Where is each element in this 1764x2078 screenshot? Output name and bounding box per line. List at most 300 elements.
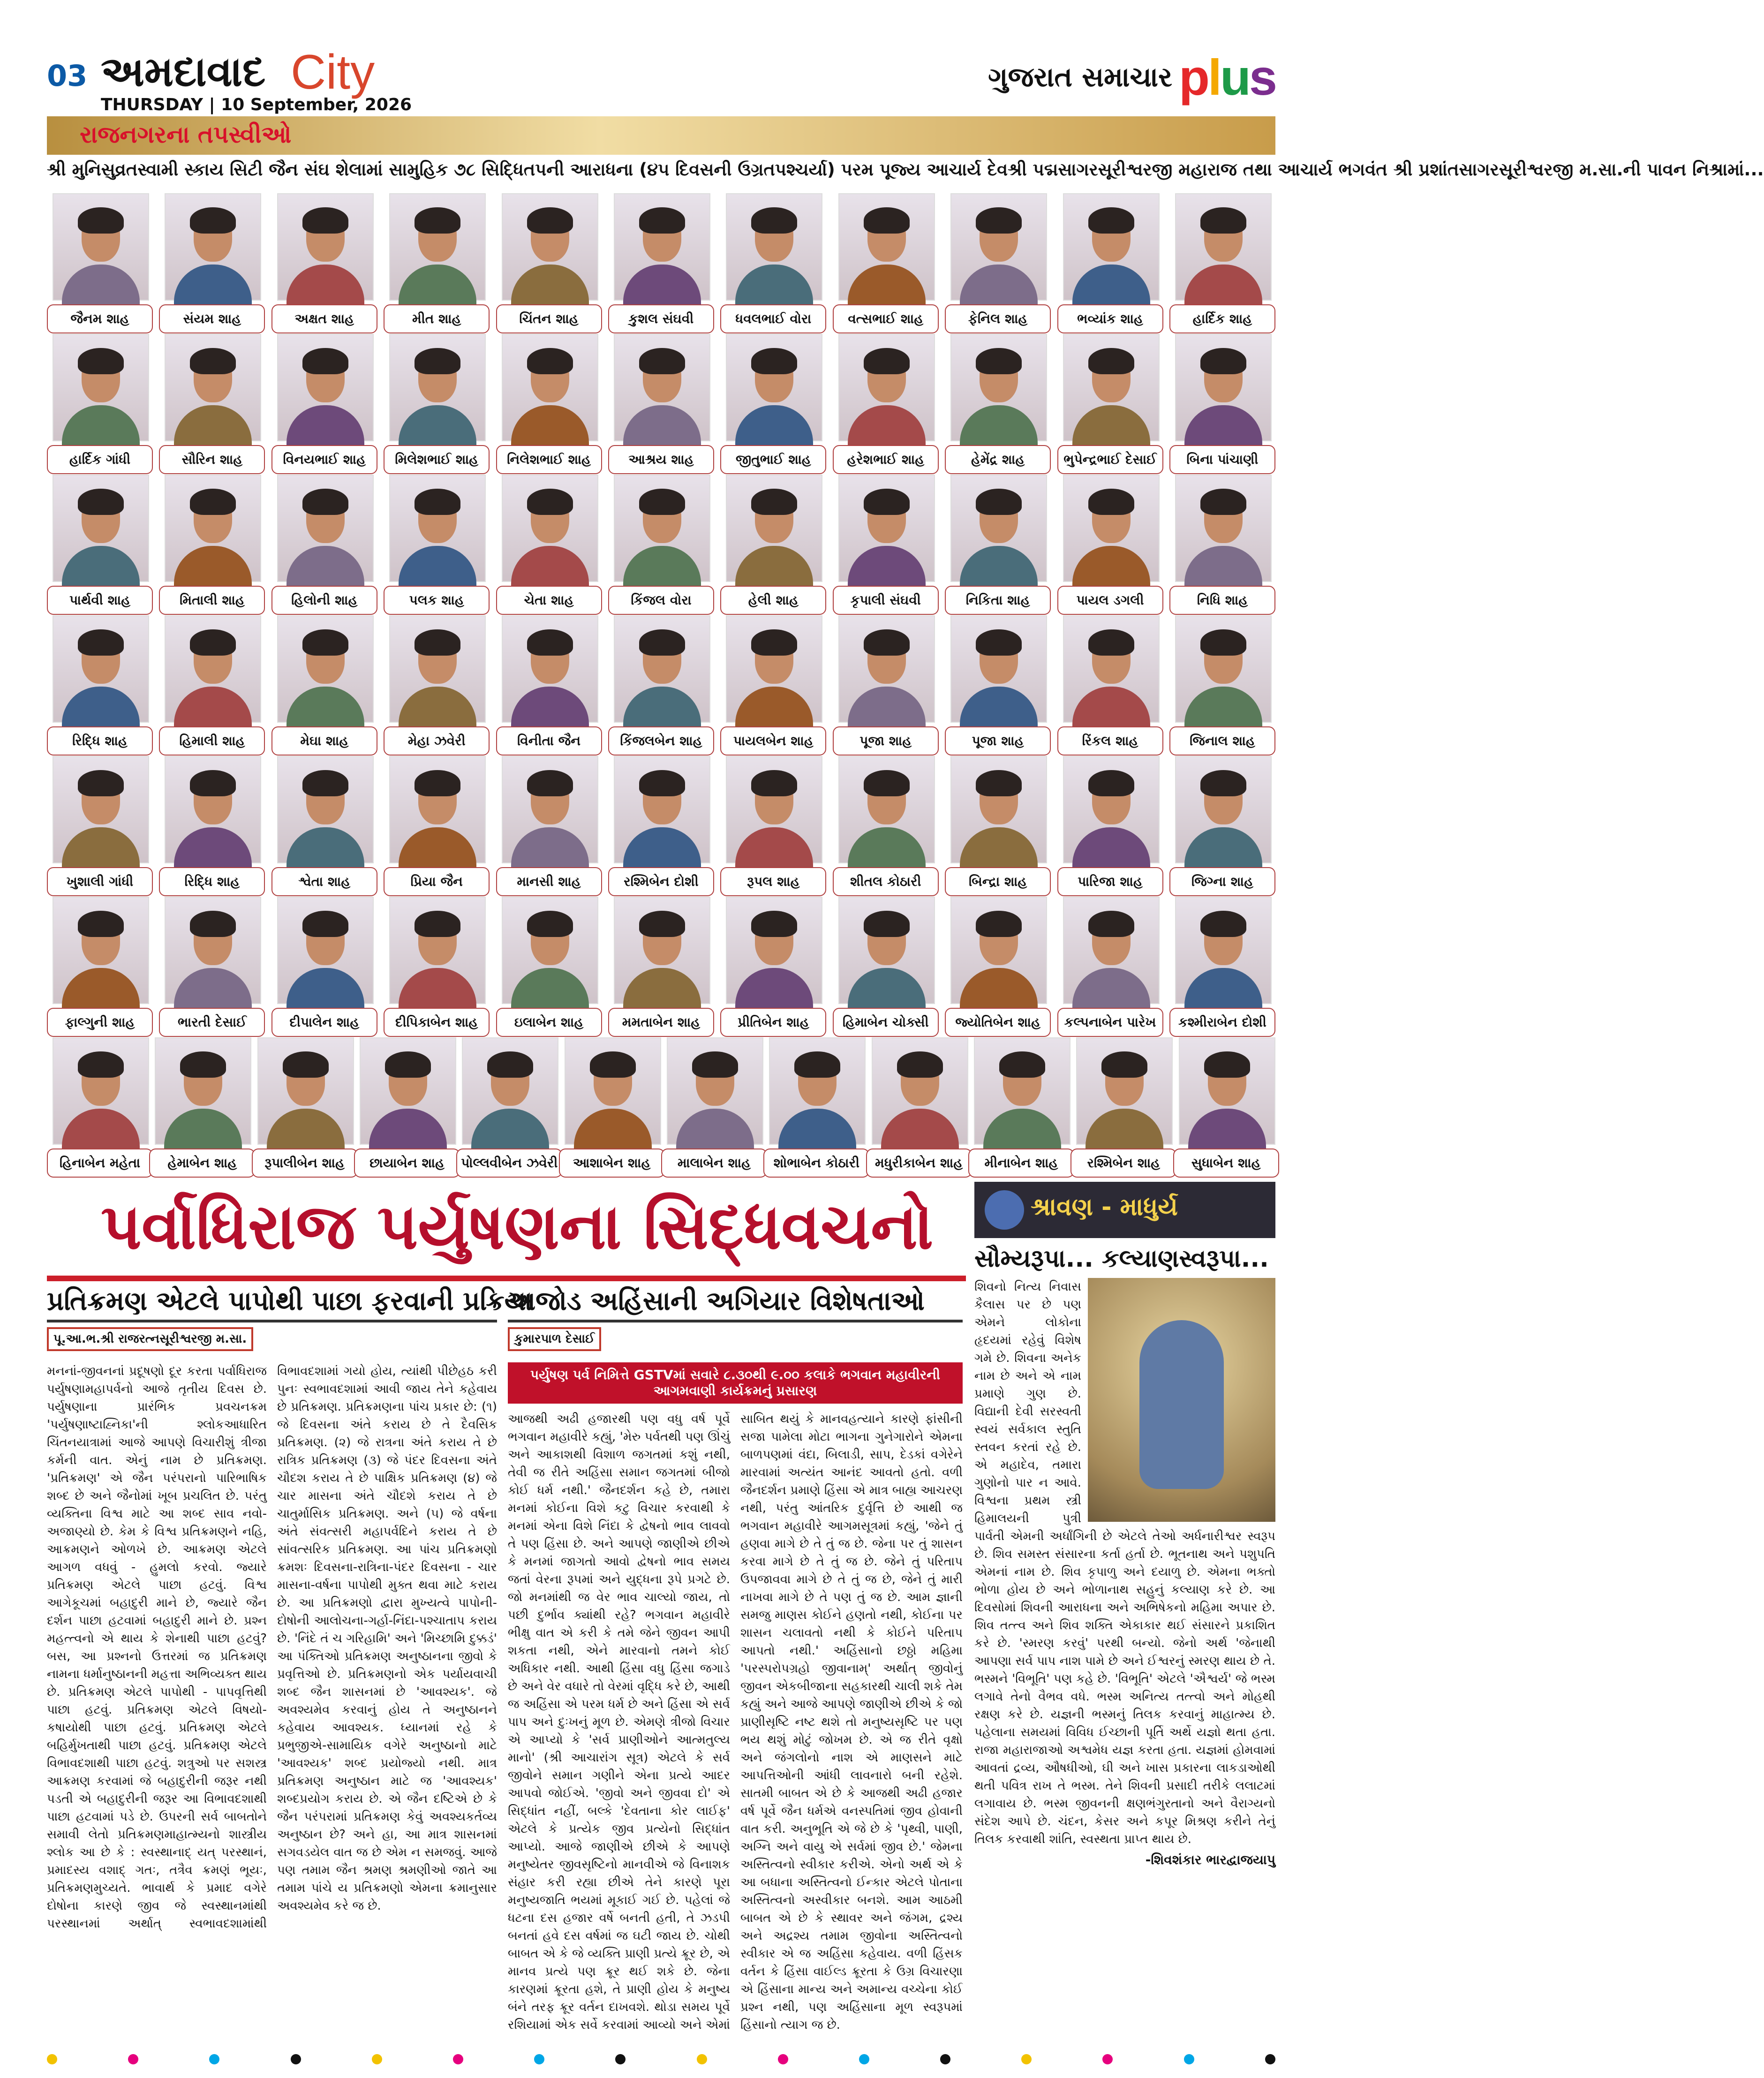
person-name: ફેનિલ શાહ xyxy=(945,304,1051,333)
person-torso xyxy=(735,968,813,1010)
person-hair xyxy=(1088,489,1134,515)
person-hair xyxy=(190,348,236,374)
person-hair xyxy=(302,629,348,656)
person-card xyxy=(384,897,490,1040)
person-photo xyxy=(1175,193,1272,301)
person-torso xyxy=(62,827,140,869)
person-card xyxy=(661,1037,763,1180)
person-name: રૂપાલીબેન શાહ xyxy=(252,1149,358,1178)
person-photo xyxy=(838,756,935,863)
person-name: મીત શાહ xyxy=(384,304,490,333)
person-photo xyxy=(502,475,598,582)
person-photo xyxy=(614,897,710,1004)
person-torso xyxy=(62,1109,140,1151)
person-hair xyxy=(415,770,460,796)
person-hair xyxy=(78,207,124,234)
person-torso xyxy=(1072,827,1150,869)
person-torso xyxy=(399,968,476,1010)
person-hair xyxy=(590,1051,636,1078)
registration-dot xyxy=(1021,2054,1032,2064)
person-name: હેમાબેન શાહ xyxy=(149,1149,255,1178)
person-torso xyxy=(286,827,364,869)
person-name: રૂપલ શાહ xyxy=(720,867,826,896)
person-card xyxy=(159,193,265,336)
person-hair xyxy=(864,770,910,796)
person-photo xyxy=(838,334,935,441)
person-hair xyxy=(751,207,797,234)
brand-logo xyxy=(988,49,1275,105)
person-hair xyxy=(527,348,573,374)
person-hair xyxy=(527,489,573,515)
person-card xyxy=(159,615,265,758)
person-torso xyxy=(623,405,701,447)
person-photo xyxy=(1175,475,1272,582)
person-photo xyxy=(502,615,598,723)
person-hair xyxy=(751,911,797,937)
person-name: હિમાલી શાહ xyxy=(159,726,265,756)
person-name: પાયલ ડગલી xyxy=(1057,586,1163,615)
person-hair xyxy=(1101,1051,1147,1078)
person-card xyxy=(945,193,1051,336)
person-card xyxy=(720,475,826,618)
person-photo xyxy=(53,756,149,863)
person-name: કિંજલ વોરા xyxy=(608,586,714,615)
person-name: નિલેશભાઈ શાહ xyxy=(496,445,602,474)
person-torso xyxy=(848,687,926,729)
person-card xyxy=(47,756,153,899)
person-hair xyxy=(999,1051,1045,1078)
person-name: પાયલબેન શાહ xyxy=(720,726,826,756)
person-name: મેહા ઝવેરી xyxy=(384,726,490,756)
person-torso xyxy=(735,264,813,307)
person-name: ભવ્યાંક શાહ xyxy=(1057,304,1163,333)
person-torso xyxy=(848,968,926,1010)
person-card xyxy=(47,193,153,336)
person-name: હરેશભાઈ શાહ xyxy=(833,445,939,474)
person-photo xyxy=(614,615,710,723)
person-torso xyxy=(735,827,813,869)
person-torso xyxy=(174,687,252,729)
person-torso xyxy=(286,687,364,729)
person-photo xyxy=(769,1037,866,1145)
person-name: જ્યોતિબેન શાહ xyxy=(945,1008,1051,1037)
person-name: આશાબેન શાહ xyxy=(559,1149,665,1178)
brand-name: ગુજરાત સમાચાર xyxy=(988,60,1172,93)
person-torso xyxy=(848,546,926,588)
photo-row xyxy=(47,756,1275,899)
person-hair xyxy=(897,1051,943,1078)
person-hair xyxy=(976,911,1022,937)
person-card xyxy=(384,193,490,336)
person-torso xyxy=(62,968,140,1010)
person-torso xyxy=(574,1109,652,1151)
person-hair xyxy=(976,489,1022,515)
person-torso xyxy=(511,264,589,307)
photo-row xyxy=(47,1037,1275,1180)
person-torso xyxy=(983,1109,1061,1151)
person-name: રશ્મિબેન શાહ xyxy=(1070,1149,1176,1178)
person-torso xyxy=(511,546,589,588)
person-photo xyxy=(1175,334,1272,441)
section-bar xyxy=(47,116,1275,155)
person-card xyxy=(833,334,939,477)
dateline: THURSDAY | 10 September, 2026 xyxy=(101,95,412,114)
person-card xyxy=(1169,193,1275,336)
person-name: અક્ષત શાહ xyxy=(271,304,377,333)
person-photo xyxy=(726,756,822,863)
person-hair xyxy=(487,1051,533,1078)
person-torso xyxy=(471,1109,549,1151)
person-hair xyxy=(527,629,573,656)
person-card xyxy=(159,897,265,1040)
gstv-notice: પર્યુષણ પર્વ નિમિત્તે GSTVમાં સવારે ૮.૩૦થી ૯.૦૦ કલાકે ભગવાન મહાવીરની આગમવાણી કાર્યક્રમનું પ્રસારણ xyxy=(508,1362,963,1404)
person-name: હિમાબેન ચોક્સી xyxy=(833,1008,939,1037)
person-torso xyxy=(511,687,589,729)
person-torso xyxy=(174,405,252,447)
person-name: શ્વેતા શાહ xyxy=(271,867,377,896)
person-card xyxy=(149,1037,251,1180)
person-name: છાયાબેન શાહ xyxy=(354,1149,460,1178)
person-card xyxy=(384,615,490,758)
person-card xyxy=(945,615,1051,758)
person-torso xyxy=(735,687,813,729)
person-photo xyxy=(155,1037,251,1145)
person-torso xyxy=(399,264,476,307)
person-torso xyxy=(1184,264,1262,307)
person-torso xyxy=(676,1109,754,1151)
person-name: હિનાબેન મહેતા xyxy=(47,1149,153,1178)
person-name: પોલ્લવીબેન ઝવેરી xyxy=(456,1149,562,1178)
person-card xyxy=(384,475,490,618)
person-name: વિનયભાઈ શાહ xyxy=(271,445,377,474)
person-hair xyxy=(794,1051,840,1078)
person-hair xyxy=(415,348,460,374)
person-card xyxy=(608,756,714,899)
person-hair xyxy=(639,348,685,374)
registration-dot xyxy=(372,2054,382,2064)
person-hair xyxy=(1200,911,1246,937)
person-torso xyxy=(62,264,140,307)
person-hair xyxy=(190,207,236,234)
person-photo xyxy=(165,615,261,723)
person-torso xyxy=(286,968,364,1010)
person-photo xyxy=(838,615,935,723)
person-hair xyxy=(751,348,797,374)
person-hair xyxy=(78,348,124,374)
person-name: કશ્મીરાબેન દોશી xyxy=(1169,1008,1275,1037)
person-hair xyxy=(864,629,910,656)
person-photo xyxy=(838,193,935,301)
person-photo xyxy=(257,1037,354,1145)
person-torso xyxy=(511,968,589,1010)
person-torso xyxy=(881,1109,959,1151)
person-card xyxy=(271,193,377,336)
masthead xyxy=(47,45,1275,114)
person-name: કુશલ સંઘવી xyxy=(608,304,714,333)
person-card xyxy=(945,475,1051,618)
photo-row xyxy=(47,193,1275,336)
person-torso xyxy=(623,264,701,307)
person-name: ભારતી દેસાઈ xyxy=(159,1008,265,1037)
sidebar-header xyxy=(974,1182,1275,1238)
person-name: રિદ્ધિ શાહ xyxy=(47,726,153,756)
person-torso xyxy=(399,827,476,869)
person-card xyxy=(1169,756,1275,899)
person-name: ખુશાલી ગાંધી xyxy=(47,867,153,896)
person-photo xyxy=(389,334,486,441)
person-hair xyxy=(1088,770,1134,796)
article-mid-title: અજોડ અહિંસાની અગિયાર વિશેષતાઓ xyxy=(508,1286,963,1322)
photo-row xyxy=(47,615,1275,758)
person-photo xyxy=(726,193,822,301)
person-torso xyxy=(1086,1109,1163,1151)
person-photo xyxy=(53,897,149,1004)
person-photo xyxy=(53,334,149,441)
person-torso xyxy=(1072,264,1150,307)
person-photo xyxy=(1063,475,1160,582)
person-torso xyxy=(511,827,589,869)
person-photo xyxy=(614,193,710,301)
person-card xyxy=(945,756,1051,899)
person-hair xyxy=(1088,348,1134,374)
person-hair xyxy=(78,911,124,937)
person-card xyxy=(720,756,826,899)
person-card xyxy=(1057,756,1163,899)
person-card xyxy=(833,756,939,899)
registration-dot xyxy=(697,2054,707,2064)
person-card xyxy=(608,615,714,758)
person-name: હેલી શાહ xyxy=(720,586,826,615)
article-left-body: મનનાં-જીવનનાં પ્રદૂષણો દૂર કરતા પર્વાધિરાજ પર્યુષણામહાપર્વનો આજે તૃતીય દિવસ છે. પર્યુષણાના પ્રારંભિક પ્રવચનક્રમ 'પર્યુષણાષ્ટાહ્નિકા'ની શ્લોકઆધારિત ચિંતનયાત્રામાં આજે આપણે વિચારીશું ત્રીજા કર્મની વાત. એનું નામ છે પ્રતિક્રમણ. 'પ્રતિક્રમણ' એ જૈન પરંપરાનો પારિભાષિક શબ્દ છે અને જૈનોમાં ખૂબ પ્રચલિત છે. પરંતુ વ્યક્તિના વિશ્વ માટે આ શબ્દ સાવ નવો-અજાણ્યો છે. કેમ કે વિશ્વ પ્રતિક્રમણને નહિ, આક્રમણને ઓળખે છે. આક્રમણ એટલે આગળ વધવું - હુમલો કરવો. જ્યારે પ્રતિક્રમણ એટલે પાછા હટવું. વિશ્વ આગેકૂચમાં બહાદુરી માને છે, જ્યારે જૈન દર્શન પાછા હટવામાં બહાદુરી માને છે. પ્રશ્ન મહત્ત્વનો એ થાય કે શેનાથી પાછા હટવું? બસ, આ પ્રશ્નનો ઉત્તરમાં જ પ્રતિક્રમણ નામના ધર્માનુષ્ઠાનની મહત્તા અભિવ્યક્ત થાય છે. પ્રતિક્રમણ એટલે પાપોથી - પાપવૃત્તિથી પાછા હટવું. પ્રતિક્રમણ એટલે વિષયો-કષાયોથી પાછા હટવું. પ્રતિક્રમણ એટલે બહિર્મુખતાથી પાછા હટવું. પ્રતિક્રમણ એટલે વિભાવદશાથી પાછા હટવું. શત્રુઓ પર સશસ્ત્ર આક્રમણ કરવામાં જે બહાદુરીની જરૂર નથી પડતી એ બહાદુરીની જરૂર આ વિભાવદશાથી પાછા હટવામાં પડે છે. ઉપરની સર્વ બાબતોને સમાવી લેતો પ્રતિક્રમણમાહાત્મ્યનો શાસ્ત્રીય શ્લોક આ છે કે : સ્વસ્થાનાદ્ યત્ પરસ્થાનં, પ્રમાદસ્ય વશાદ્ ગતઃ, તત્રૈવ ક્રમણં ભૂયઃ, પ્રતિક્રમણમુચ્યતે. ભાવાર્થ કે પ્રમાદ વગેરે દોષોના કારણે જીવ જે સ્વસ્થાનમાંથી પરસ્થાનમાં અર્થાત્ સ્વભાવદશામાંથી વિભાવદશામાં ગયો હોય, ત્યાંથી પીછેહઠ કરી પુનઃ સ્વભાવદશામાં આવી જાય તેને કહેવાય છે પ્રતિક્રમણ. પ્રતિક્રમણના પાંચ પ્રકાર છે: (૧) જે દિવસના અંતે કરાય છે તે દૈવસિક પ્રતિક્રમણ. (૨) જે રાત્રના અંતે કરાય તે છે રાત્રિક પ્રતિક્રમણ (૩) જે પંદર દિવસના અંતે ચૌદશ કરાય તે છે પાક્ષિક પ્રતિક્રમણ (૪) જે ચાર માસના અંતે ચૌદશે કરાય તે છે ચાતુર્માસિક પ્રતિક્રમણ. અને (૫) જે વર્ષના અંતે સંવત્સરી મહાપર્વદિને કરાય તે છે સાંવત્સરિક પ્રતિક્રમણ. આ પાંચ પ્રતિક્રમણો ક્રમશઃ દિવસના-રાત્રિના-પંદર દિવસના - ચાર માસના-વર્ષના પાપોથી મુક્ત થવા માટે કરાય છે. આ પ્રતિક્રમણો દ્વારા મુખ્યત્વે પાપોની-દોષોની આલોચના-ગર્હા-નિંદા-પશ્ચાતાપ કરાય છે. 'નિંદે તં ચ ગરિહામિ' અને 'મિચ્છામિ દુક્કડં' આ પંક્તિઓ પ્રતિક્રમણ અનુષ્ઠાનના જીવો કે પ્રવૃત્તિઓ છે. પ્રતિક્રમણનો એક પર્યાયવાચી શબ્દ જૈન શાસનમાં છે 'આવશ્યક'. જે અવશ્યમેવ કરવાનું હોય તે અનુષ્ઠાનને કહેવાય આવશ્યક. ધ્યાનમાં રહે કે પ્રભુજીએ-સામાયિક વગેરે અનુષ્ઠાનો માટે 'આવશ્યક' શબ્દ પ્રયોજ્યો નથી. માત્ર પ્રતિક્રમણ અનુષ્ઠાન માટે જ 'આવશ્યક' શબ્દપ્રયોગ કરાય છે. એ જૈન દષ્ટિએ છે કે જૈન પરંપરામાં પ્રતિક્રમણ કેવું અવશ્યકર્તવ્ય અનુષ્ઠાન છે? અને હા, આ માત્ર શાસનમાં સગવડયેલ વાત જ છે એમ ન સમજવું. આજે પણ તમામ જૈન શ્રમણ શ્રમણીઓ જાતે આ તમામ પાંચે ય પ્રતિક્રમણો એમના ક્રમાનુસાર અવશ્યમેવ કરે જ છે. xyxy=(47,1364,497,1931)
person-card xyxy=(47,897,153,1040)
person-hair xyxy=(976,348,1022,374)
person-name: ચિંતન શાહ xyxy=(496,304,602,333)
sidebar-body: શિવનો નિત્ય નિવાસ કૈલાસ પર છે પણ એમને લોકોના હૃદયમાં રહેવું વિશેષ ગમે છે. શિવના અનેક નામ છે અને એ નામ પ્રમાણે ગુણ છે. વિદ્યાની દેવી સરસ્વતી સ્વયં સર્વકાલ સ્તુતિ સ્તવન કરતાં રહે છે. એ મહાદેવ, તમારા ગુણોનો પાર ન આવે. વિશ્વના પ્રથમ સ્ત્રી હિમાલયની પુત્રી પાર્વતી એમની અર્ધાંગિની છે એટલે તેઓ અર્ધનારીશ્વર સ્વરૂપ છે. શિવ સમસ્ત સંસારના કર્તા હર્તા છે. ભૂતનાથ અને પશુપતિ એમનાં નામ છે. શિવ કૃપાળુ અને દયાળુ છે. એમના ભક્તો ભોળા હોય છે અને ભોળાનાથ સહુનું કલ્યાણ કરે છે. આ દિવસોમાં શિવની આરાધના અને અભિષેકનો મહિમા અપાર છે. શિવ તત્ત્વ અને શિવ શક્તિ એકાકાર થઈ સંસારને પ્રકાશિત કરે છે. 'સ્મરણ કરવું' પરથી બન્યો. જેનો અર્થ 'જેનાથી આપણા સર્વ પાપ નાશ પામે છે અને ઈશ્વરનું સ્મરણ થાય છે તે. ભસ્મને 'વિભૂતિ' પણ કહે છે. 'વિભૂતિ' એટલે 'ઐશ્વર્ય' જે ભસ્મ લગાવે તેનો વૈભવ વધે. ભસ્મ અનિત્ય તત્ત્વો અને મોહથી રક્ષણ કરે છે. યજ્ઞની ભસ્મનું તિલક કરવાનું માહાત્મ્ય છે. પહેલાના સમયમાં વિવિધ ઈચ્છાની પૂર્તિ અર્થે યજ્ઞો થતા હતા. રાજા મહારાજાઓ અશ્વમેધ યજ્ઞ કરતા હતા. યજ્ઞમાં હોમવામાં આવતાં દ્રવ્ય, ઔષધીઓ, ઘી અને ખાસ પ્રકારના લાકડાઓથી થતી પવિત્ર રાખ તે ભસ્મ. તેને શિવની પ્રસાદી તરીકે લલાટમાં લગાવાય છે. ભસ્મ જીવનની ક્ષણભંગુરતાનો અને વૈરાગ્યનો સંદેશ આપે છે. ચંદન, કેસર અને કપૂર મિશ્રણ કરીને તેનું તિલક કરવાથી શાંતિ, સ્વસ્થતા પ્રાપ્ત થાય છે. xyxy=(974,1280,1275,1846)
person-torso xyxy=(62,546,140,588)
person-card xyxy=(456,1037,558,1180)
person-photo xyxy=(165,897,261,1004)
person-torso xyxy=(164,1109,242,1151)
section-caption: શ્રી મુનિસુવ્રતસ્વામી સ્કાય સિટી જૈન સંઘ શેલામાં સામુહિક ૭૮ સિદ્ધિતપની આરાધના (૪૫ દિવસની ઉગ્રતપશ્ચર્યા) પરમ પૂજ્ય આચાર્ય દેવશ્રી પદ્મસાગરસૂરીશ્વરજી મહારાજ તથા આચાર્ય ભગવંત શ્રી પ્રશાંતસાગરસૂરીશ્વરજી મ.સા.ની પાવન નિશ્રામાં... xyxy=(47,159,1764,180)
person-name: હાર્દિક શાહ xyxy=(1169,304,1275,333)
person-name: હિલોની શાહ xyxy=(271,586,377,615)
person-hair xyxy=(190,629,236,656)
person-hair xyxy=(415,207,460,234)
person-card xyxy=(1057,615,1163,758)
person-card xyxy=(271,756,377,899)
person-card xyxy=(47,1037,149,1180)
article-left-byline: પૂ.આ.ભ.શ્રી રાજરત્નસૂરીશ્વરજી મ.સા. xyxy=(47,1327,253,1351)
person-name: પલક શાહ xyxy=(384,586,490,615)
person-card xyxy=(833,475,939,618)
person-torso xyxy=(1184,827,1262,869)
person-photo xyxy=(502,193,598,301)
person-name: શીતલ કોઠારી xyxy=(833,867,939,896)
person-card xyxy=(945,334,1051,477)
brand-plus-letter: p xyxy=(1178,48,1208,106)
page-number: 03 xyxy=(47,59,88,93)
person-name: જિનાલ શાહ xyxy=(1169,726,1275,756)
person-name: રિંકલ શાહ xyxy=(1057,726,1163,756)
sidebar-title: સૌમ્યરૂપા... કલ્યાણસ્વરૂપા... xyxy=(974,1245,1269,1273)
person-card xyxy=(608,193,714,336)
section-label: રાજનગરના તપસ્વીઓ xyxy=(80,121,292,148)
person-photo xyxy=(838,475,935,582)
registration-dot xyxy=(1265,2054,1275,2064)
person-photo xyxy=(1063,756,1160,863)
person-photo xyxy=(565,1037,661,1145)
person-name: મીનાબેન શાહ xyxy=(968,1149,1074,1178)
person-torso xyxy=(848,827,926,869)
person-card xyxy=(1169,334,1275,477)
person-hair xyxy=(639,489,685,515)
article-mid-byline: કુમારપાળ દેસાઈ xyxy=(508,1327,601,1351)
person-name: મધુરીકાબેન શાહ xyxy=(866,1149,972,1178)
person-photo xyxy=(950,615,1047,723)
person-card xyxy=(496,897,602,1040)
person-hair xyxy=(1200,489,1246,515)
person-hair xyxy=(527,911,573,937)
person-name: હેમેંદ્ર શાહ xyxy=(945,445,1051,474)
person-name: શોભાબેન કોઠારી xyxy=(763,1149,869,1178)
person-photo xyxy=(614,334,710,441)
registration-dot xyxy=(453,2054,463,2064)
person-photo xyxy=(1063,193,1160,301)
person-photo xyxy=(726,615,822,723)
person-torso xyxy=(1072,405,1150,447)
person-name: બિના પાંચાણી xyxy=(1169,445,1275,474)
person-torso xyxy=(960,687,1038,729)
person-torso xyxy=(1072,687,1150,729)
person-torso xyxy=(623,687,701,729)
person-photo xyxy=(165,193,261,301)
person-card xyxy=(47,615,153,758)
person-hair xyxy=(639,629,685,656)
headline: પર્વાધિરાજ પર્યુષણના સિદ્ધવચનો xyxy=(101,1190,934,1263)
person-card xyxy=(763,1037,866,1180)
person-torso xyxy=(1072,968,1150,1010)
person-hair xyxy=(190,770,236,796)
person-card xyxy=(608,334,714,477)
person-torso xyxy=(1184,968,1262,1010)
person-hair xyxy=(1088,207,1134,234)
city-word: City xyxy=(291,45,375,99)
person-card xyxy=(608,475,714,618)
person-name: ઇલાબેન શાહ xyxy=(496,1008,602,1037)
person-hair xyxy=(976,770,1022,796)
person-torso xyxy=(623,968,701,1010)
registration-dot xyxy=(940,2054,950,2064)
person-name: ધવલભાઈ વોરા xyxy=(720,304,826,333)
person-hair xyxy=(78,489,124,515)
person-torso xyxy=(778,1109,856,1151)
person-hair xyxy=(864,911,910,937)
person-name: રશ્મિબેન દોશી xyxy=(608,867,714,896)
person-torso xyxy=(1184,405,1262,447)
photo-row xyxy=(47,334,1275,477)
person-card xyxy=(945,897,1051,1040)
person-card xyxy=(968,1037,1070,1180)
registration-dot xyxy=(1184,2054,1194,2064)
photo-row xyxy=(47,897,1275,1040)
person-photo xyxy=(277,756,374,863)
person-card xyxy=(833,897,939,1040)
person-torso xyxy=(960,968,1038,1010)
person-photo xyxy=(1063,615,1160,723)
person-photo xyxy=(614,756,710,863)
person-torso xyxy=(369,1109,447,1151)
person-torso xyxy=(511,405,589,447)
person-photo xyxy=(1175,756,1272,863)
person-card xyxy=(384,334,490,477)
person-photo xyxy=(389,475,486,582)
person-name: વિનીતા જૈન xyxy=(496,726,602,756)
person-photo xyxy=(389,756,486,863)
person-name: મેઘા શાહ xyxy=(271,726,377,756)
person-torso xyxy=(960,827,1038,869)
person-hair xyxy=(1200,207,1246,234)
person-card xyxy=(271,334,377,477)
person-card xyxy=(720,193,826,336)
person-hair xyxy=(1204,1051,1250,1078)
person-photo xyxy=(165,334,261,441)
person-card xyxy=(271,897,377,1040)
person-torso xyxy=(960,264,1038,307)
person-name: દીપાલેન શાહ xyxy=(271,1008,377,1037)
person-name: માલાબેન શાહ xyxy=(661,1149,767,1178)
person-hair xyxy=(639,911,685,937)
person-name: પ્રિયા જૈન xyxy=(384,867,490,896)
person-hair xyxy=(1200,770,1246,796)
person-photo xyxy=(360,1037,456,1145)
photo-row xyxy=(47,475,1275,618)
person-hair xyxy=(1088,629,1134,656)
person-hair xyxy=(415,629,460,656)
person-photo xyxy=(950,756,1047,863)
person-photo xyxy=(277,193,374,301)
person-photo xyxy=(53,1037,149,1145)
person-torso xyxy=(848,264,926,307)
person-name: આશ્રય શાહ xyxy=(608,445,714,474)
person-torso xyxy=(174,827,252,869)
article-mid-body: આજથી અઢી હજારથી પણ વધુ વર્ષ પૂર્વે ભગવાન મહાવીરે કહ્યું, 'મેરુ પર્વતથી પણ ઊંચું અને આકાશથી વિશાળ જગતમાં કશું નથી, તેવી જ રીતે અહિંસા સમાન જગતમાં બીજો કોઈ ધર્મ નથી.' જૈનદર્શન કહે છે, તમારા મનમાં કોઈના વિશે કટુ વિચાર કરવાથી કે મનમાં એના વિશે નિંદા કે દ્વેષનો ભાવ લાવવો તે પણ હિંસા છે. અને આપણે જાણીએ છીએ કે મનમાં જાગતો આવો દ્વેષનો ભાવ સમય જતાં વેરના રૂપમાં અને યુદ્ધના રૂપે પ્રગટે છે. જો મનમાંથી જ વેર ભાવ ચાલ્યો જાય, તો પછી દુર્ભાવ ક્યાંથી રહે? ભગવાન મહાવીરે ભીક્ષુ વાત એ કરી કે તમે જેને જીવન આપી શકતા નથી, એને મારવાનો તમને કોઈ અધિકાર નથી. આથી હિંસા વધુ હિંસા જગાડે છે અને વેર વધારે તો વેરમાં વૃદ્ધિ કરે છે, આથી જ અહિંસા એ પરમ ધર્મ છે અને હિંસા એ સર્વ પાપ અને દુઃખનું મૂળ છે. એમણે ત્રીજો વિચાર એ આપ્યો કે 'સર્વ પ્રાણીઓને આત્મતુલ્ય માનો' (શ્રી આચારાંગ સૂત્ર) એટલે કે સર્વ જીવોને સમાન ગણીને એના પ્રત્યે આદર આપવો જોઈએ. 'જીવો અને જીવવા દો' એ સિદ્ધાંત નહીં, બલ્કે 'દેવતાના કોર લાઈફ' એટલે કે પ્રત્યેક જીવ પ્રત્યેનો સિદ્ધાંત આપ્યો. આજે જાણીએ છીએ કે આપણે મનુષ્યેતર જીવસૃષ્ટિનો માનવીએ જે વિનાશક સંહાર કરી રહ્યા છીએ તેને કારણે પૂરા મનુષ્યજાતિ ભયમાં મૂકાઈ ગઈ છે. પહેલાં જે ધટના દસ હજાર વર્ષે બનતી હતી, તે ઝડપી બનતાં હવે દસ વર્ષમાં જ ઘટી જાય છે. ચોથી બાબત એ કે જે વ્યક્તિ પ્રાણી પ્રત્યે ક્રૂર છે, એ માનવ પ્રત્યે પણ ક્રૂર થઈ શકે છે. જેના કારણમાં ક્રૂરતા હશે, તે પ્રાણી હોય કે મનુષ્ય બંને તરફ ક્રૂર વર્તન દાખવશે. થોડા સમય પૂર્વે રશિયામાં એક સર્વે કરવામાં આવ્યો અને એમાં સાબિત થયું કે માનવહત્યાને કારણે ફાંસીની સજા પામેલા મોટા ભાગના ગુનેગારોને એમના બાળપણમાં વંદા, બિલાડી, સાપ, દેડકાં વગેરેને મારવામાં અત્યંત આનંદ આવતો હતો. વળી જૈનદર્શન પ્રમાણે હિંસા એ માત્ર બાહ્ય આચરણ નથી, પરંતુ આંતરિક દુર્વૃત્તિ છે આથી જ ભગવાન મહાવીરે આગમસૂત્રમાં કહ્યું, 'જેને તું હણવા માગે છે તે તું જ છે. જેના પર તું શાસન કરવા માગે છે તે તું જ છે. જેને તું પરિતાપ ઉપજાવવા માગે છે તે તું જ છે, જેને તું મારી નાખવા માગે છે તે પણ તું જ છે. આમ જ્ઞાની સમજુ માણસ કોઈને હણતો નથી, કોઈના પર શાસન ચલાવતો નથી કે કોઈને પરિતાપ આપતો નથી.' અહિંસાનો છઠ્ઠો મહિમા 'પરસ્પરોપગ્રહો જીવાનામ્' અર્થાત્ જીવોનું જીવન એકબીજાના સહકારથી ચાલી શકે તેમ કહ્યું અને આજે આપણે જાણીએ છીએ કે જો પ્રાણીસૃષ્ટિ નષ્ટ થશે તો મનુષ્યસૃષ્ટિ પર પણ ભય થશું મોટું જોખમ છે. એ જ રીતે વૃક્ષો અને જંગલોનો નાશ એ માણસને માટે આપત્તિઓની આંધી લાવનારો બની રહેશે. સાતમી બાબત એ છે કે આજથી અઢી હજાર વર્ષ પૂર્વે જૈન ધર્મએ વનસ્પતિમાં જીવ હોવાની વાત કરી. અનુભૂતિ એ જે છે કે 'પૃથ્વી, પાણી, અગ્નિ અને વાયુ એ સર્વમાં જીવ છે.' જેમના અસ્તિત્વનો સ્વીકાર કરીએ. એનો અર્થ એ કે આ બધાના અસ્તિત્વનો ઈન્કાર એટલે પોતાના અસ્તિત્વનો અસ્વીકાર બનશે. આમ આઠમી બાબત એ છે કે સ્થાવર અને જંગમ, દ્રશ્ય અને અદ્રશ્ય તમામ જીવોના અસ્તિત્વનો સ્વીકાર એ જ અહિંસા કહેવાય. વળી હિંસક વર્તન કે હિંસા વાઈલ્ડ ક્રૂરતા કે ઉગ્ર વિચારણા એ હિંસાના માન્ય અને અમાન્ય વચ્ચેના કોઈ પ્રશ્ન નથી, પણ અહિંસાના મૂળ સ્વરૂપમાં હિંસાનો ત્યાગ જ છે. xyxy=(508,1412,963,2032)
person-hair xyxy=(692,1051,738,1078)
person-card xyxy=(559,1037,661,1180)
person-torso xyxy=(62,405,140,447)
person-hair xyxy=(302,348,348,374)
person-photo xyxy=(389,193,486,301)
person-torso xyxy=(286,264,364,307)
person-torso xyxy=(623,546,701,588)
person-card xyxy=(496,615,602,758)
person-name: માનસી શાહ xyxy=(496,867,602,896)
person-hair xyxy=(302,911,348,937)
person-name: સુધાબેન શાહ xyxy=(1173,1149,1279,1178)
person-card xyxy=(1169,475,1275,618)
registration-dot xyxy=(209,2054,219,2064)
person-hair xyxy=(639,770,685,796)
person-name: મિતાલી શાહ xyxy=(159,586,265,615)
person-name: નિકિતા શાહ xyxy=(945,586,1051,615)
person-torso xyxy=(174,546,252,588)
shivling-icon xyxy=(985,1190,1024,1230)
person-photo xyxy=(726,475,822,582)
person-card xyxy=(47,334,153,477)
person-name: જીતુભાઈ શાહ xyxy=(720,445,826,474)
person-torso xyxy=(735,405,813,447)
person-torso xyxy=(399,405,476,447)
person-torso xyxy=(1184,546,1262,588)
